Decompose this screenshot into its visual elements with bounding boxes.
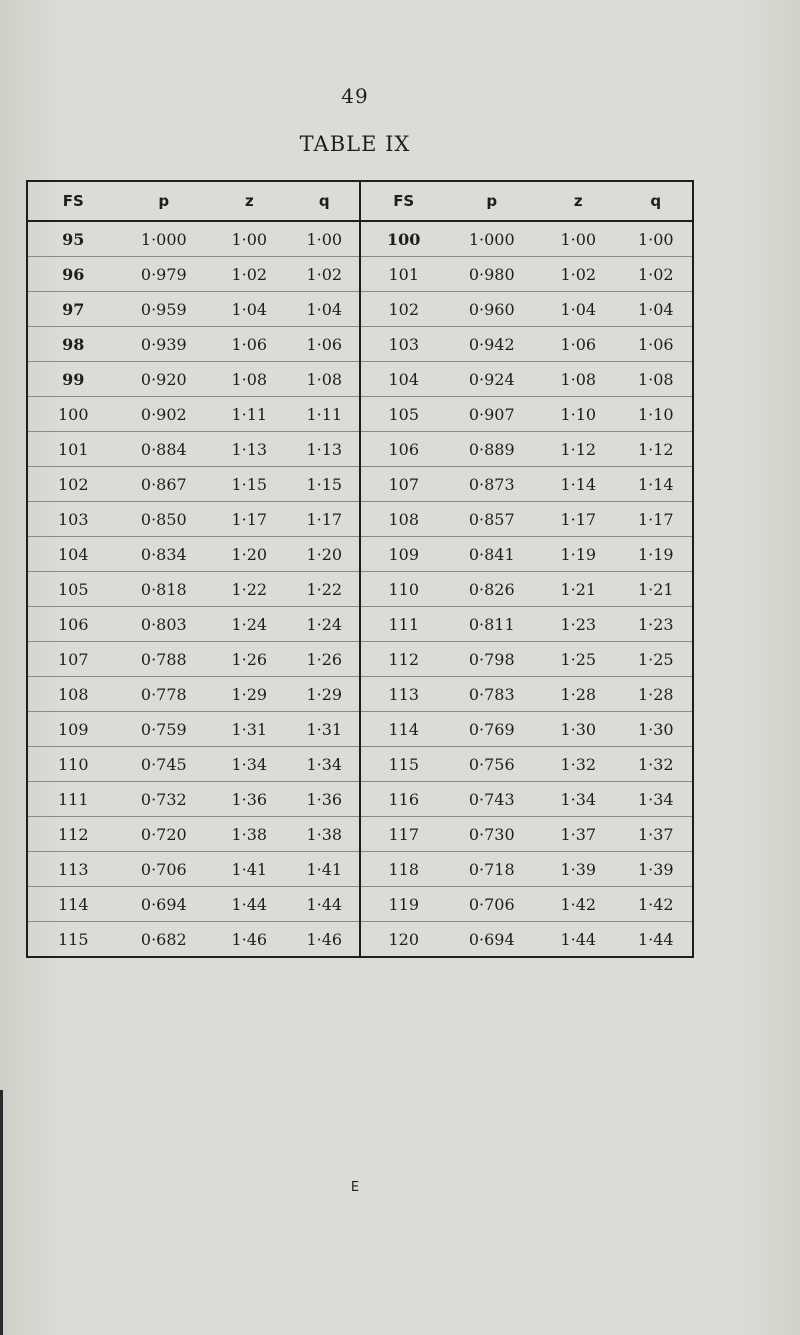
cell-fs-right: 107 xyxy=(360,467,447,502)
cell-p-right: 0·798 xyxy=(446,642,537,677)
cell-q-right: 1·42 xyxy=(620,887,693,922)
cell-q-right: 1·04 xyxy=(620,292,693,327)
cell-p-right: 1·000 xyxy=(446,221,537,257)
cell-p-left: 0·902 xyxy=(119,397,210,432)
cell-z-left: 1·06 xyxy=(209,327,289,362)
header-p-left: p xyxy=(119,182,210,221)
cell-q-right: 1·00 xyxy=(620,221,693,257)
cell-z-right: 1·30 xyxy=(537,712,619,747)
table-row xyxy=(28,397,692,432)
cell-q-right: 1·25 xyxy=(620,642,693,677)
cell-p-left: 0·759 xyxy=(119,712,210,747)
cell-p-left: 0·803 xyxy=(119,607,210,642)
table-header-row xyxy=(28,182,692,221)
cell-fs-right: 114 xyxy=(360,712,447,747)
cell-z-left: 1·44 xyxy=(209,887,289,922)
cell-q-right: 1·06 xyxy=(620,327,693,362)
cell-q-right: 1·32 xyxy=(620,747,693,782)
cell-q-left: 1·24 xyxy=(290,607,360,642)
table-row xyxy=(28,747,692,782)
data-table xyxy=(26,180,694,958)
cell-p-right: 0·826 xyxy=(446,572,537,607)
cell-z-right: 1·44 xyxy=(560,929,597,949)
table-row xyxy=(28,467,692,502)
cell-q-left: 1·06 xyxy=(290,327,360,362)
table-row xyxy=(28,887,692,922)
cell-q-left: 1·44 xyxy=(290,887,360,922)
cell-q-right: 1·37 xyxy=(620,817,693,852)
cell-p-left: 0·884 xyxy=(119,432,210,467)
cell-fs-left: 98 xyxy=(28,327,119,362)
cell-fs-left: 112 xyxy=(28,817,119,852)
cell-p-left: 0·834 xyxy=(119,537,210,572)
cell-z-left: 1·17 xyxy=(209,502,289,537)
cell-p-right: 0·942 xyxy=(446,327,537,362)
cell-q-left: 1·29 xyxy=(290,677,360,712)
cell-z-right: 1·19 xyxy=(537,537,619,572)
header-q-right: q xyxy=(620,182,693,221)
cell-q-left: 1·04 xyxy=(290,292,360,327)
cell-p-left: 0·720 xyxy=(119,817,210,852)
cell-p-left: 0·939 xyxy=(119,327,210,362)
cell-q-left: 1·22 xyxy=(290,572,360,607)
cell-fs-right: 100 xyxy=(360,221,447,257)
table-row xyxy=(28,607,692,642)
cell-p-left: 0·979 xyxy=(119,257,210,292)
cell-q-left: 1·36 xyxy=(290,782,360,817)
table-row xyxy=(28,537,692,572)
cell-z-left: 1·46 xyxy=(231,929,268,949)
signature-mark: E xyxy=(350,1180,360,1195)
cell-p-left: 0·694 xyxy=(119,887,210,922)
header-fs-left: FS xyxy=(28,182,119,221)
cell-p-right: 0·907 xyxy=(446,397,537,432)
cell-z-left: 1·38 xyxy=(209,817,289,852)
cell-fs-right: 102 xyxy=(360,292,447,327)
cell-q-left: 1·17 xyxy=(290,502,360,537)
table-body xyxy=(28,221,692,956)
cell-q-left: 1·11 xyxy=(290,397,360,432)
cell-z-left: 1·11 xyxy=(209,397,289,432)
cell-z-right: 1·10 xyxy=(537,397,619,432)
cell-fs-left: 96 xyxy=(28,257,119,292)
cell-fs-right: 108 xyxy=(360,502,447,537)
cell-z-right: 1·42 xyxy=(537,887,619,922)
cell-q-left: 1·46 xyxy=(306,929,343,949)
cell-fs-right: 116 xyxy=(360,782,447,817)
cell-z-left: 1·04 xyxy=(209,292,289,327)
cell-fs-right: 104 xyxy=(360,362,447,397)
cell-fs-left: 102 xyxy=(28,467,119,502)
page-number: 49 xyxy=(341,84,369,108)
cell-fs-left: 110 xyxy=(28,747,119,782)
cell-fs-left: 111 xyxy=(28,782,119,817)
cell-z-left: 1·41 xyxy=(209,852,289,887)
cell-p-right: 0·889 xyxy=(446,432,537,467)
cell-fs-left: 99 xyxy=(28,362,119,397)
table-row xyxy=(28,432,692,467)
cell-q-left: 1·13 xyxy=(290,432,360,467)
table-row xyxy=(28,852,692,887)
cell-z-right: 1·21 xyxy=(537,572,619,607)
cell-fs-left: 107 xyxy=(28,642,119,677)
cell-p-right: 0·694 xyxy=(468,929,515,949)
cell-p-left: 0·788 xyxy=(119,642,210,677)
cell-p-left: 0·778 xyxy=(119,677,210,712)
cell-q-right: 1·14 xyxy=(620,467,693,502)
cell-q-right: 1·12 xyxy=(620,432,693,467)
cell-z-right: 1·06 xyxy=(537,327,619,362)
table-row xyxy=(28,362,692,397)
cell-z-right: 1·14 xyxy=(537,467,619,502)
header-q-left: q xyxy=(290,182,360,221)
cell-fs-left: 101 xyxy=(28,432,119,467)
cell-z-left: 1·02 xyxy=(209,257,289,292)
cell-p-right: 0·706 xyxy=(446,887,537,922)
cell-q-right: 1·44 xyxy=(637,929,674,949)
header-fs-right: FS xyxy=(360,182,447,221)
cell-fs-right: 106 xyxy=(360,432,447,467)
cell-p-left: 0·920 xyxy=(119,362,210,397)
table-row xyxy=(28,327,692,362)
cell-p-left: 0·706 xyxy=(119,852,210,887)
cell-z-left: 1·29 xyxy=(209,677,289,712)
cell-q-left: 1·34 xyxy=(290,747,360,782)
cell-fs-right: 113 xyxy=(360,677,447,712)
table-row xyxy=(28,257,692,292)
cell-z-left: 1·26 xyxy=(209,642,289,677)
cell-p-left: 0·732 xyxy=(119,782,210,817)
cell-fs-right: 117 xyxy=(360,817,447,852)
cell-p-left: 0·959 xyxy=(119,292,210,327)
cell-z-left: 1·13 xyxy=(209,432,289,467)
cell-q-right: 1·02 xyxy=(620,257,693,292)
cell-z-right: 1·32 xyxy=(537,747,619,782)
cell-z-left: 1·08 xyxy=(209,362,289,397)
cell-q-right: 1·10 xyxy=(620,397,693,432)
table-row xyxy=(28,221,692,257)
cell-q-left: 1·08 xyxy=(290,362,360,397)
cell-q-right: 1·39 xyxy=(620,852,693,887)
cell-q-left: 1·31 xyxy=(290,712,360,747)
cell-q-left: 1·00 xyxy=(290,221,360,257)
cell-p-right: 0·980 xyxy=(446,257,537,292)
cell-p-right: 0·756 xyxy=(446,747,537,782)
cell-q-left: 1·15 xyxy=(290,467,360,502)
cell-fs-left: 100 xyxy=(28,397,119,432)
cell-fs-left: 104 xyxy=(28,537,119,572)
cell-p-left: 0·745 xyxy=(119,747,210,782)
cell-fs-right: 111 xyxy=(360,607,447,642)
cell-z-right: 1·17 xyxy=(537,502,619,537)
table-row xyxy=(28,712,692,747)
cell-q-right: 1·23 xyxy=(620,607,693,642)
cell-fs-left: 108 xyxy=(28,677,119,712)
cell-q-right: 1·19 xyxy=(620,537,693,572)
cell-z-right: 1·39 xyxy=(537,852,619,887)
cell-fs-left: 109 xyxy=(28,712,119,747)
cell-p-right: 0·769 xyxy=(446,712,537,747)
cell-z-right: 1·02 xyxy=(537,257,619,292)
cell-fs-right: 112 xyxy=(360,642,447,677)
cell-z-left: 1·31 xyxy=(209,712,289,747)
cell-q-right: 1·08 xyxy=(620,362,693,397)
cell-z-right: 1·28 xyxy=(537,677,619,712)
cell-p-right: 0·783 xyxy=(446,677,537,712)
cell-fs-left: 115 xyxy=(57,929,89,949)
cell-fs-left: 113 xyxy=(28,852,119,887)
cell-z-left: 1·00 xyxy=(209,221,289,257)
cell-fs-left: 105 xyxy=(28,572,119,607)
cell-z-right: 1·04 xyxy=(537,292,619,327)
cell-p-right: 0·873 xyxy=(446,467,537,502)
cell-fs-left: 103 xyxy=(28,502,119,537)
cell-z-right: 1·23 xyxy=(537,607,619,642)
cell-q-left: 1·38 xyxy=(290,817,360,852)
cell-q-right: 1·34 xyxy=(620,782,693,817)
page-edge-shadow xyxy=(0,1090,3,1335)
cell-q-left: 1·41 xyxy=(290,852,360,887)
cell-q-left: 1·26 xyxy=(290,642,360,677)
table-row xyxy=(28,677,692,712)
cell-q-right: 1·28 xyxy=(620,677,693,712)
table-row xyxy=(28,922,692,957)
cell-fs-right: 110 xyxy=(360,572,447,607)
cell-q-left: 1·20 xyxy=(290,537,360,572)
cell-p-left: 0·818 xyxy=(119,572,210,607)
cell-fs-right: 105 xyxy=(360,397,447,432)
cell-fs-right: 101 xyxy=(360,257,447,292)
cell-z-left: 1·22 xyxy=(209,572,289,607)
cell-fs-right: 120 xyxy=(360,922,447,957)
cell-q-right: 1·30 xyxy=(620,712,693,747)
table-row xyxy=(28,292,692,327)
header-p-right: p xyxy=(446,182,537,221)
cell-q-left: 1·02 xyxy=(290,257,360,292)
cell-p-left: 0·682 xyxy=(140,929,187,949)
cell-p-right: 0·743 xyxy=(446,782,537,817)
cell-p-left: 0·867 xyxy=(119,467,210,502)
cell-fs-right: 103 xyxy=(360,327,447,362)
cell-z-right: 1·00 xyxy=(537,221,619,257)
table-title: TABLE IX xyxy=(299,132,411,156)
table-row xyxy=(28,782,692,817)
cell-p-left: 0·850 xyxy=(119,502,210,537)
cell-z-right: 1·12 xyxy=(537,432,619,467)
cell-z-left: 1·24 xyxy=(209,607,289,642)
cell-z-right: 1·34 xyxy=(537,782,619,817)
cell-z-left: 1·36 xyxy=(209,782,289,817)
cell-p-right: 0·841 xyxy=(446,537,537,572)
cell-p-right: 0·924 xyxy=(446,362,537,397)
cell-z-right: 1·37 xyxy=(537,817,619,852)
table-row xyxy=(28,502,692,537)
cell-fs-right: 119 xyxy=(360,887,447,922)
cell-fs-left: 97 xyxy=(28,292,119,327)
table-row xyxy=(28,642,692,677)
cell-fs-right: 115 xyxy=(360,747,447,782)
table-row xyxy=(28,817,692,852)
cell-fs-left: 114 xyxy=(28,887,119,922)
cell-z-right: 1·25 xyxy=(537,642,619,677)
cell-p-right: 0·857 xyxy=(446,502,537,537)
cell-z-left: 1·15 xyxy=(209,467,289,502)
header-z-right: z xyxy=(537,182,619,221)
cell-z-left: 1·34 xyxy=(209,747,289,782)
cell-z-left: 1·20 xyxy=(209,537,289,572)
cell-fs-right: 118 xyxy=(360,852,447,887)
cell-p-right: 0·718 xyxy=(446,852,537,887)
cell-z-right: 1·08 xyxy=(537,362,619,397)
header-z-left: z xyxy=(209,182,289,221)
cell-p-right: 0·811 xyxy=(446,607,537,642)
cell-p-right: 0·730 xyxy=(446,817,537,852)
cell-fs-left: 106 xyxy=(28,607,119,642)
cell-fs-left: 95 xyxy=(28,221,119,257)
cell-fs-right: 109 xyxy=(360,537,447,572)
cell-q-right: 1·17 xyxy=(620,502,693,537)
table-row xyxy=(28,572,692,607)
cell-q-right: 1·21 xyxy=(620,572,693,607)
cell-p-left: 1·000 xyxy=(119,221,210,257)
cell-p-right: 0·960 xyxy=(446,292,537,327)
